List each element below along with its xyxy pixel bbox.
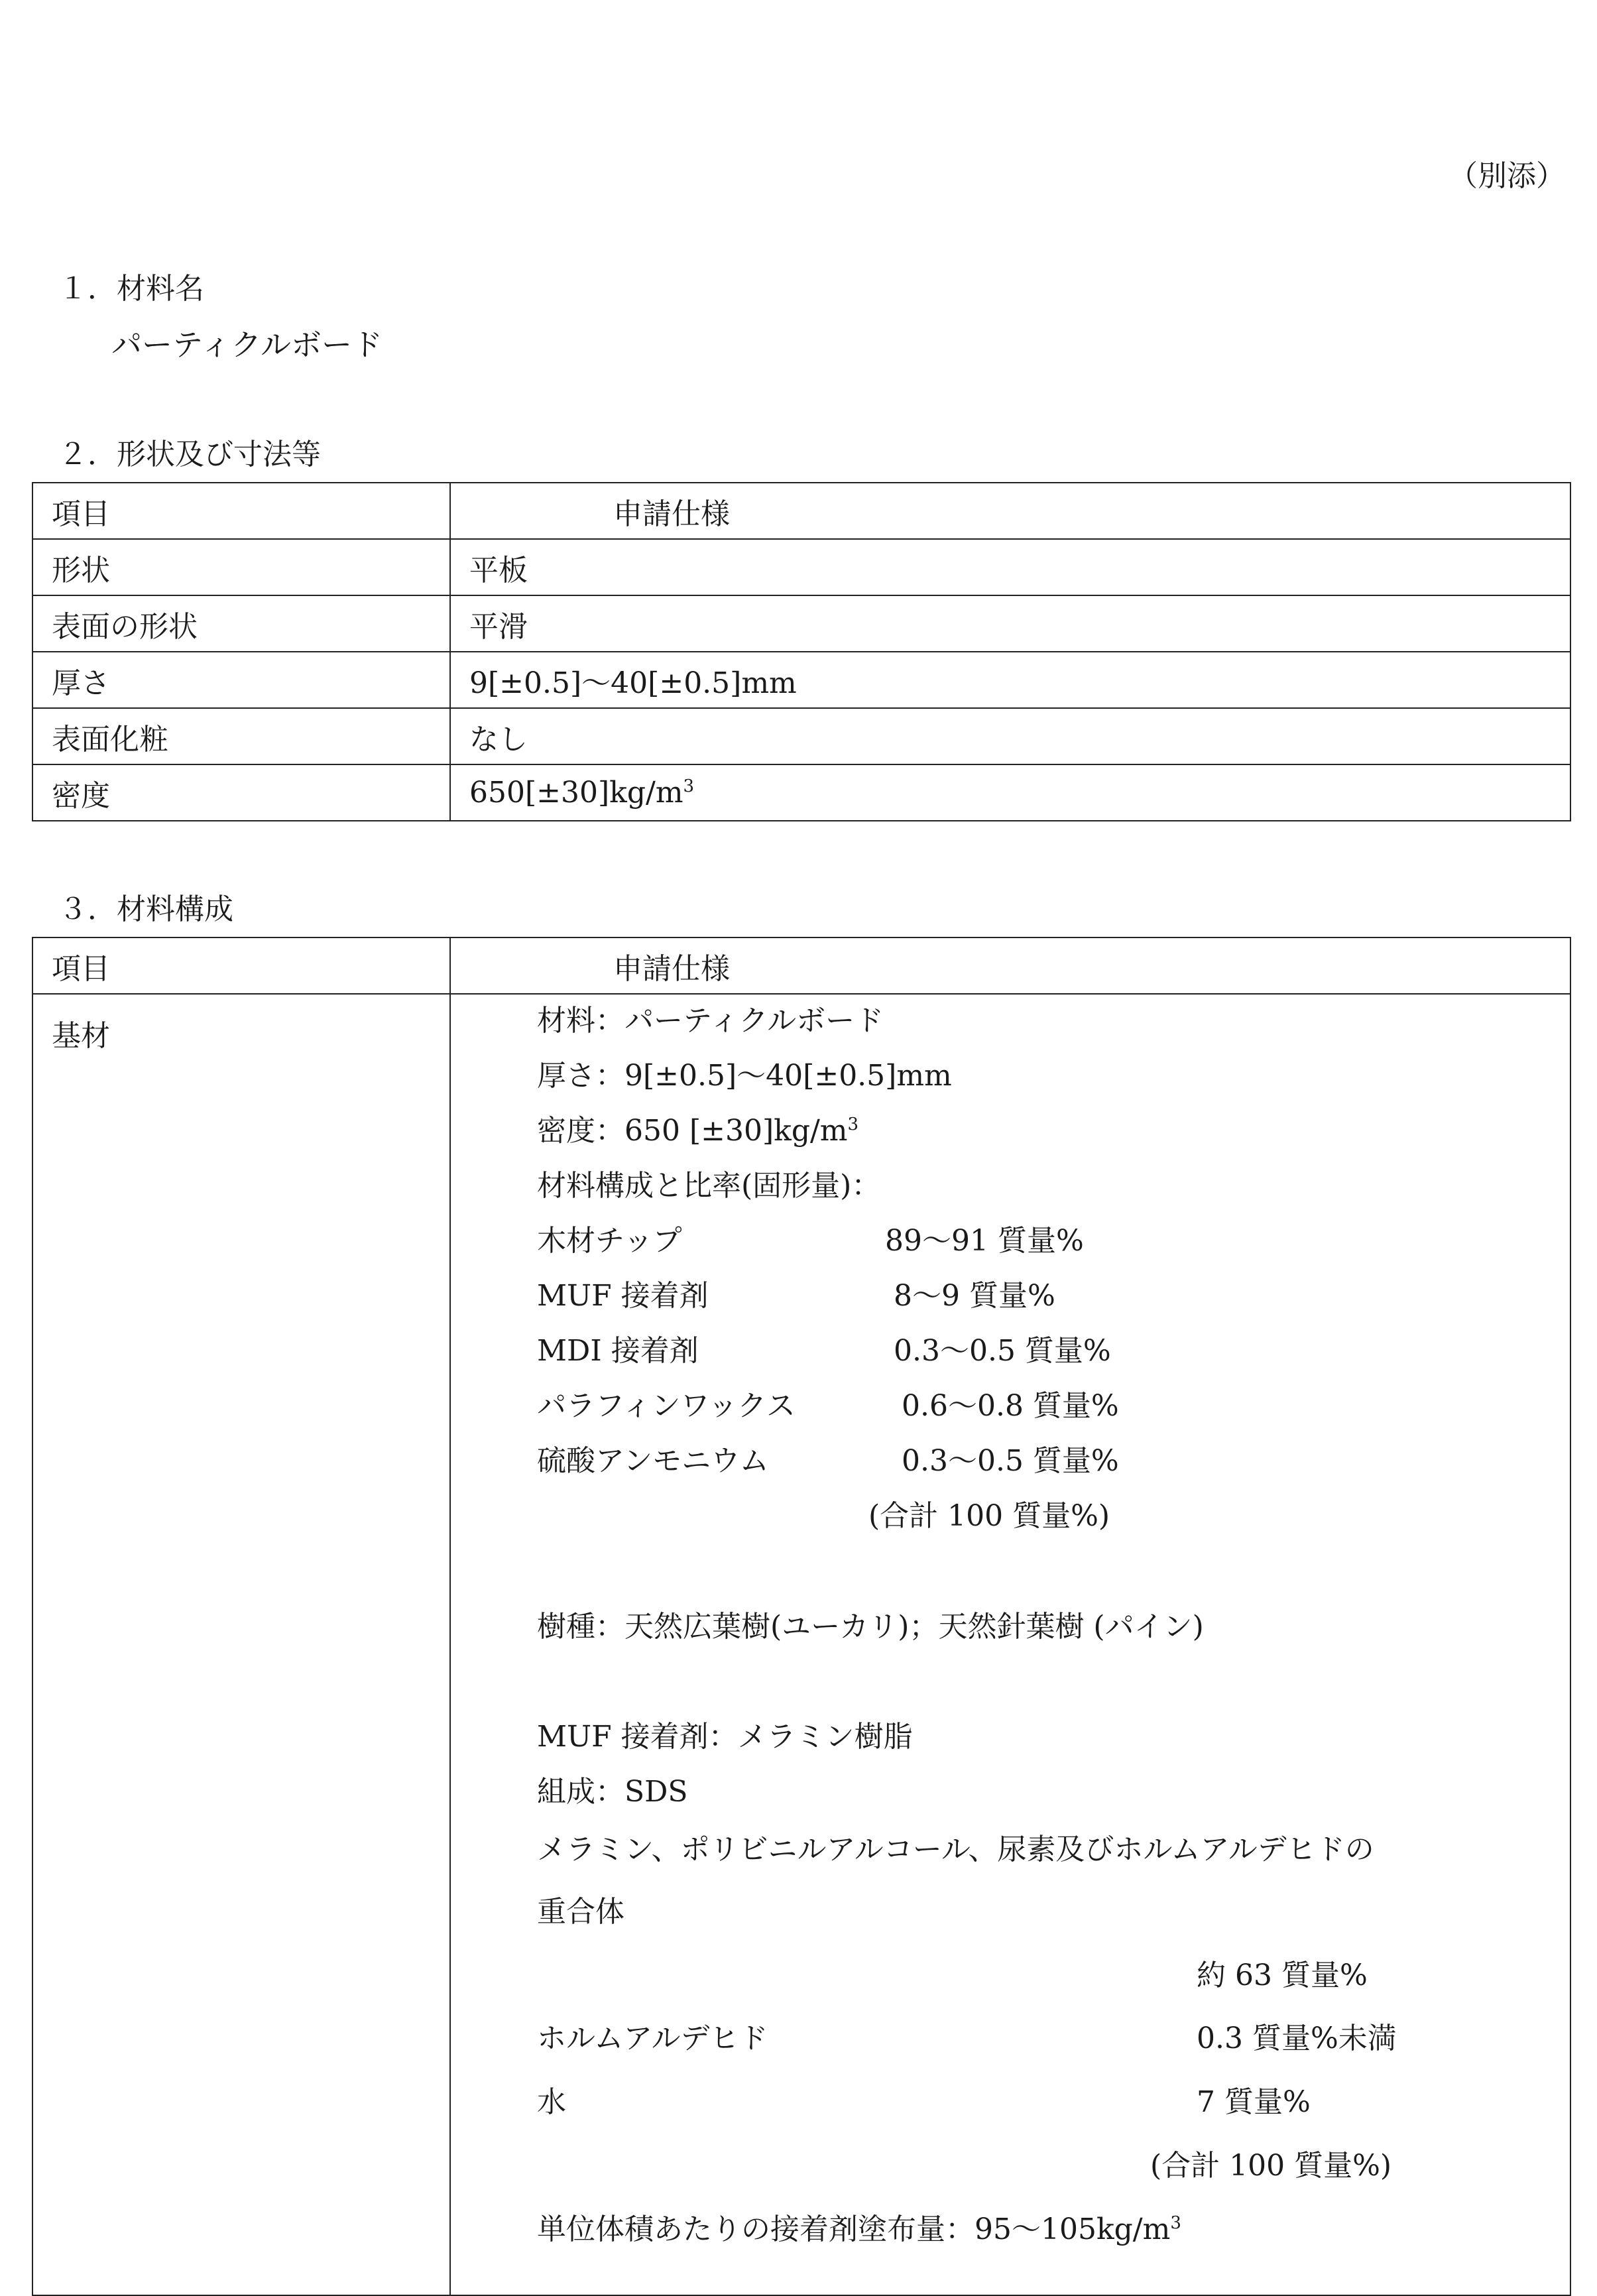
row-item: 表面の形状: [32, 595, 450, 652]
thickness-line: 厚さ：9[±0.5]～40[±0.5]mm: [537, 1059, 952, 1093]
row-spec: [450, 994, 1570, 2295]
row-spec: 平滑: [450, 595, 1570, 652]
material-name: パーティクルボード: [111, 327, 383, 363]
table-row: [32, 764, 1570, 821]
density-value: 650[±30]kg/m: [469, 776, 683, 810]
muf-polymer-line: 重合体: [537, 1895, 624, 1929]
component-name: MUF 接着剤: [537, 1279, 709, 1313]
density-line: [537, 1114, 859, 1148]
component-name: パラフィンワックス: [537, 1389, 796, 1423]
table-row: [32, 595, 1570, 652]
row-item: 形状: [32, 539, 450, 595]
header-item: 項目: [32, 483, 450, 539]
application-text: 単位体積あたりの接着剤塗布量：95～105kg/m: [537, 2212, 1171, 2246]
section3-heading: ３．材料構成: [58, 892, 233, 926]
component-value: 0.3～0.5 質量%: [894, 1334, 1111, 1368]
section2-heading: ２．形状及び寸法等: [58, 438, 321, 471]
component-value: 89～91 質量%: [885, 1224, 1084, 1258]
component-name: MDI 接着剤: [537, 1334, 699, 1368]
muf-component-name: ホルムアルデヒド: [537, 2022, 768, 2055]
superscript: 3: [847, 1115, 859, 1134]
muf-title: MUF 接着剤：メラミン樹脂: [537, 1720, 913, 1754]
muf-polymer-line: メラミン、ポリビニルアルコール、尿素及びホルムアルデヒドの: [537, 1833, 1374, 1866]
row-item: 表面化粧: [32, 708, 450, 764]
row-item: 厚さ: [32, 652, 450, 708]
header-spec: 申請仕様: [450, 937, 1570, 994]
muf-component-value: 7 質量%: [1197, 2085, 1311, 2119]
material-composition-table: [32, 937, 1571, 2296]
muf-total: (合計 100 質量%): [1150, 2149, 1392, 2183]
table-row: [32, 539, 1570, 595]
row-spec: なし: [450, 708, 1570, 764]
composition-title: 材料構成と比率(固形量)：: [537, 1169, 881, 1203]
component-value: 8～9 質量%: [894, 1279, 1055, 1313]
attachment-label: （別添）: [1449, 159, 1565, 193]
composition-total: (合計 100 質量%): [868, 1499, 1110, 1533]
header-item: 項目: [32, 937, 450, 994]
row-spec: 平板: [450, 539, 1570, 595]
muf-component-name: 水: [537, 2085, 566, 2119]
row-spec: 9[±0.5]～40[±0.5]mm: [450, 652, 1570, 708]
component-value: 0.3～0.5 質量%: [902, 1444, 1119, 1478]
component-value: 0.6～0.8 質量%: [902, 1389, 1119, 1423]
component-name: 木材チップ: [537, 1224, 682, 1258]
table-header-row: [32, 937, 1570, 994]
superscript: 3: [1170, 2213, 1181, 2233]
table-header-row: [32, 483, 1570, 539]
muf-component-value: 約 63 質量%: [1197, 1959, 1368, 1992]
table-row: [32, 994, 1570, 2295]
row-item: 密度: [32, 764, 450, 821]
section1-heading: １．材料名: [58, 272, 204, 306]
species-line: 樹種：天然広葉樹(ユーカリ)；天然針葉樹 (パイン): [537, 1610, 1204, 1644]
component-name: 硫酸アンモニウム: [537, 1444, 769, 1478]
muf-component-value: 0.3 質量%未満: [1197, 2022, 1397, 2055]
material-line: 材料：パーティクルボード: [537, 1004, 884, 1038]
row-spec: [450, 764, 1570, 821]
muf-composition-label: 組成：SDS: [537, 1775, 688, 1809]
table-row: [32, 708, 1570, 764]
superscript: 3: [683, 776, 695, 796]
shape-dimensions-table: [32, 482, 1571, 821]
application-line: [537, 2212, 1181, 2246]
header-spec: 申請仕様: [450, 483, 1570, 539]
density-text: 密度：650 [±30]kg/m: [537, 1114, 848, 1148]
table-row: [32, 652, 1570, 708]
row-item: 基材: [32, 994, 450, 2295]
